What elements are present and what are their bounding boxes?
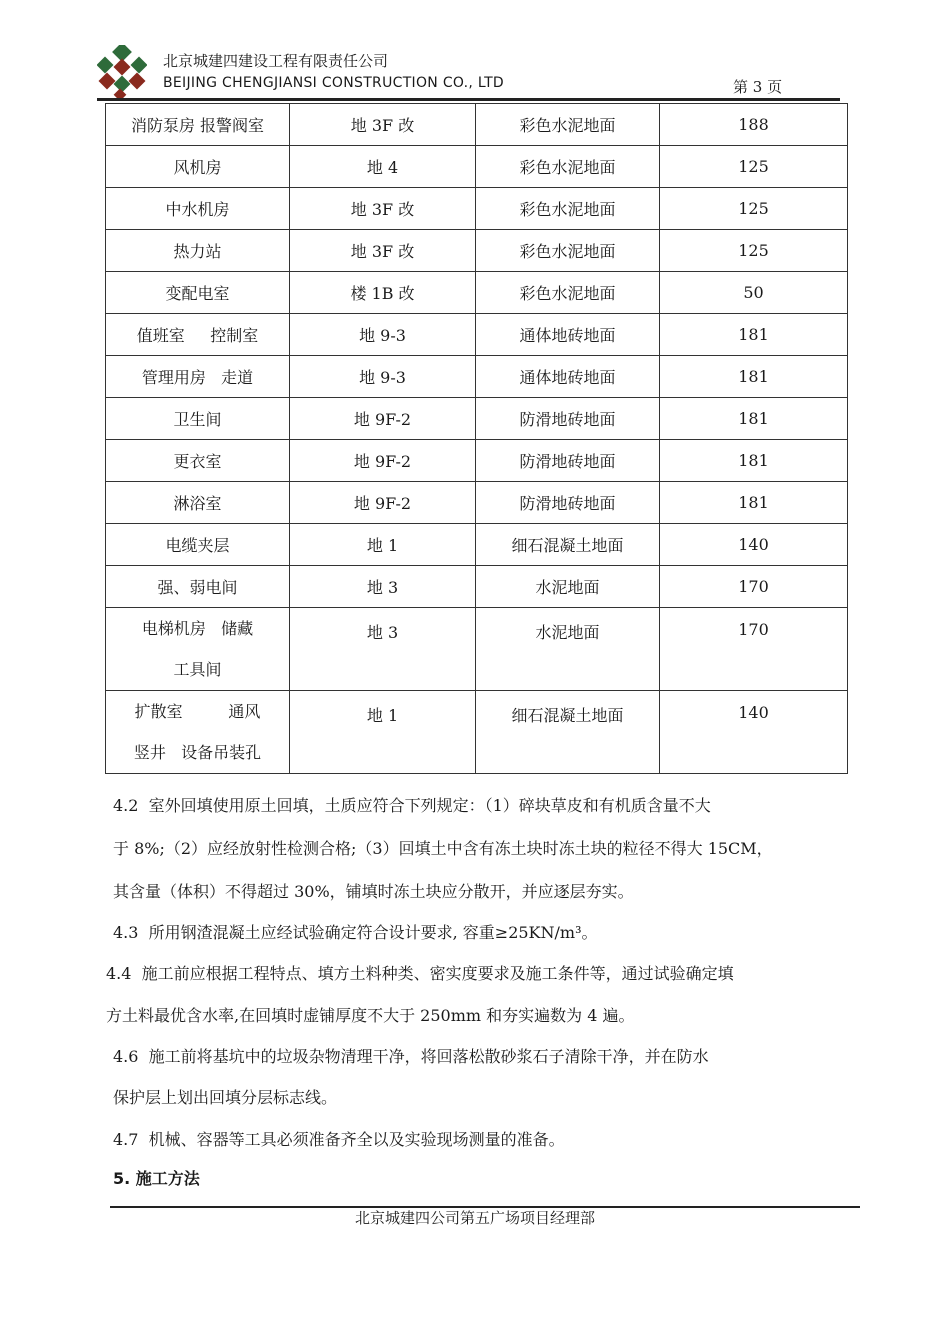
- room-line: 电梯机房 储藏: [141, 619, 254, 638]
- value-cell: 181: [660, 440, 848, 482]
- paragraph-4-2-line-2: 于 8%;（2）应经放射性检测合格;（3）回填土中含有冻土块时冻土块的粒径不得大 15CM，: [113, 839, 773, 858]
- table-row: [106, 440, 848, 482]
- value-cell: 125: [660, 146, 848, 188]
- finish-cell: 彩色水泥地面: [476, 188, 660, 230]
- code-cell: 地 3F 改: [290, 188, 476, 230]
- code-cell: 地 1: [290, 524, 476, 566]
- table-row: [106, 356, 848, 398]
- company-logo: [97, 45, 147, 101]
- room-cell: 热力站: [106, 230, 290, 272]
- section-heading: 5. 施工方法: [113, 1169, 200, 1188]
- finish-cell: 水泥地面: [476, 608, 660, 691]
- finish-cell: 细石混凝土地面: [476, 691, 660, 774]
- value-cell: 140: [660, 691, 848, 774]
- finish-cell: 防滑地砖地面: [476, 440, 660, 482]
- finish-cell: 彩色水泥地面: [476, 230, 660, 272]
- finish-cell: 防滑地砖地面: [476, 398, 660, 440]
- finish-cell: 防滑地砖地面: [476, 482, 660, 524]
- value-cell: 170: [660, 608, 848, 691]
- value-cell: 181: [660, 482, 848, 524]
- table-row: [106, 314, 848, 356]
- room-line: 竖井 设备吊装孔: [133, 743, 262, 762]
- paragraph-4-6-line-2: 保护层上划出回填分层标志线。: [113, 1088, 338, 1107]
- value-cell: 181: [660, 314, 848, 356]
- value-cell: 125: [660, 230, 848, 272]
- paragraph-4-6-line-1: 4.6 施工前将基坑中的垃圾杂物清理干净，将回落松散砂浆石子清除干净，并在防水: [113, 1047, 709, 1066]
- table-row: [106, 566, 848, 608]
- finish-cell: 彩色水泥地面: [476, 146, 660, 188]
- room-line: 扩散室 通风: [134, 702, 261, 721]
- table-row: [106, 230, 848, 272]
- room-cell: 电缆夹层: [106, 524, 290, 566]
- table-row: [106, 104, 848, 146]
- finish-cell: 细石混凝土地面: [476, 524, 660, 566]
- finish-cell: 彩色水泥地面: [476, 272, 660, 314]
- code-cell: 地 1: [290, 691, 476, 774]
- table-row: [106, 272, 848, 314]
- finish-cell: 通体地砖地面: [476, 314, 660, 356]
- value-cell: 188: [660, 104, 848, 146]
- footer-text: 北京城建四公司第五广场项目经理部: [354, 1209, 595, 1227]
- value-cell: 50: [660, 272, 848, 314]
- paragraph-4-4-line-2: 方土料最优含水率,在回填时虚铺厚度不大于 250mm 和夯实遍数为 4 遍。: [106, 1006, 635, 1025]
- room-line: 工具间: [173, 660, 222, 679]
- table-row: [106, 608, 848, 691]
- room-cell: 淋浴室: [106, 482, 290, 524]
- finish-cell: 通体地砖地面: [476, 356, 660, 398]
- room-cell: 消防泵房 报警阀室: [106, 104, 290, 146]
- room-cell: 中水机房: [106, 188, 290, 230]
- header-divider: [97, 98, 840, 101]
- paragraph-4-3: 4.3 所用钢渣混凝土应经试验确定符合设计要求, 容重≥25KN/m³。: [113, 923, 598, 942]
- finish-cell: 水泥地面: [476, 566, 660, 608]
- room-cell: 更衣室: [106, 440, 290, 482]
- page-number: 第 3 页: [733, 78, 783, 96]
- table-row: [106, 524, 848, 566]
- paragraph-4-2-line-1: 4.2 室外回填使用原土回填，土质应符合下列规定：（1）碎块草皮和有机质含量不大: [113, 796, 711, 815]
- table-row: [106, 482, 848, 524]
- value-cell: 181: [660, 398, 848, 440]
- company-name-cn: 北京城建四建设工程有限责任公司: [163, 52, 389, 70]
- code-cell: 地 4: [290, 146, 476, 188]
- code-cell: 地 9-3: [290, 356, 476, 398]
- value-cell: 140: [660, 524, 848, 566]
- floor-finish-table: [105, 103, 848, 774]
- room-cell: 卫生间: [106, 398, 290, 440]
- room-cell: 变配电室: [106, 272, 290, 314]
- table-row: [106, 691, 848, 774]
- paragraph-4-4-line-1: 4.4 施工前应根据工程特点、填方土料种类、密实度要求及施工条件等，通过试验确定填: [106, 964, 734, 983]
- code-cell: 地 9F-2: [290, 440, 476, 482]
- paragraph-4-2-line-3: 其含量（体积）不得超过 30%，铺填时冻土块应分散开，并应逐层夯实。: [113, 882, 634, 901]
- code-cell: 地 3F 改: [290, 104, 476, 146]
- code-cell: 地 9-3: [290, 314, 476, 356]
- company-name-en: BEIJING CHENGJIANSI CONSTRUCTION CO., LTD: [163, 75, 505, 91]
- paragraph-4-7: 4.7 机械、容器等工具必须准备齐全以及实验现场测量的准备。: [113, 1130, 565, 1149]
- room-cell: [106, 691, 290, 774]
- table-row: [106, 398, 848, 440]
- room-cell: [106, 608, 290, 691]
- table-row: [106, 146, 848, 188]
- table-row: [106, 188, 848, 230]
- code-cell: 地 9F-2: [290, 482, 476, 524]
- value-cell: 170: [660, 566, 848, 608]
- finish-cell: 彩色水泥地面: [476, 104, 660, 146]
- room-cell: 风机房: [106, 146, 290, 188]
- room-cell: 值班室 控制室: [106, 314, 290, 356]
- room-cell: 管理用房 走道: [106, 356, 290, 398]
- code-cell: 地 3: [290, 608, 476, 691]
- room-cell: 强、弱电间: [106, 566, 290, 608]
- code-cell: 地 3: [290, 566, 476, 608]
- value-cell: 125: [660, 188, 848, 230]
- code-cell: 楼 1B 改: [290, 272, 476, 314]
- code-cell: 地 3F 改: [290, 230, 476, 272]
- value-cell: 181: [660, 356, 848, 398]
- code-cell: 地 9F-2: [290, 398, 476, 440]
